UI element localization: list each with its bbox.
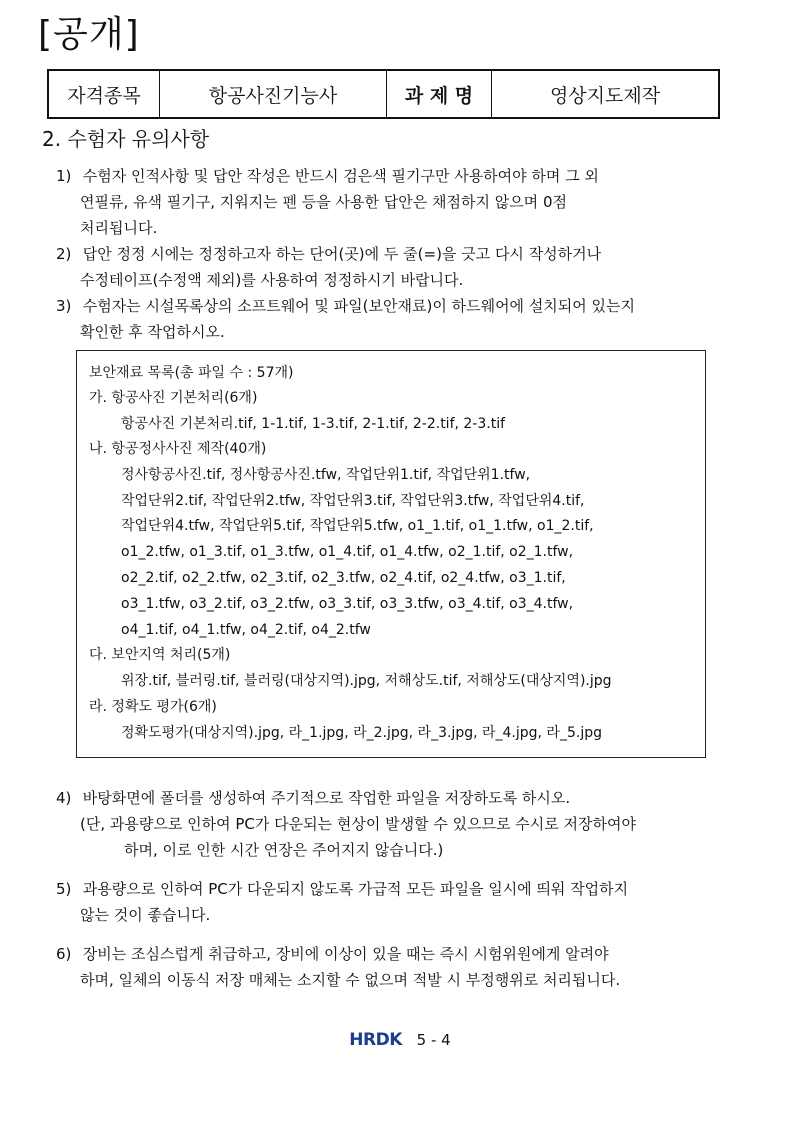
info-table <box>47 69 720 119</box>
item-number: 4) <box>56 789 72 807</box>
item-4-line-3: 하며, 이로 인한 시간 연장은 주어지지 않습니다.) <box>124 841 444 859</box>
item-text: 수험자 인적사항 및 답안 작성은 반드시 검은색 필기구만 사용하여야 하며 그 외 <box>82 167 599 185</box>
item-6-line-2: 하며, 일체의 이동식 저장 매체는 소지할 수 없으며 적발 시 부정행위로 처리됩니다. <box>80 971 621 989</box>
item-2-line-2: 수정테이프(수정액 제외)를 사용하여 정정하시기 바랍니다. <box>80 271 464 289</box>
page-label: [공개] <box>38 14 140 55</box>
info-value-qualification: 항공사진기능사 <box>160 70 387 118</box>
group-2-files-3: 작업단위4.tfw, 작업단위5.tif, 작업단위5.tfw, o1_1.tif, o1_1.tfw, o1_2.tif, <box>121 518 594 534</box>
page-number: 5 - 4 <box>416 1031 451 1049</box>
item-text: 답안 정정 시에는 정정하고자 하는 단어(곳)에 두 줄(=)을 긋고 다시 작성하거나 <box>82 245 602 263</box>
info-value-task: 영상지도제작 <box>492 70 720 118</box>
box-title: 보안재료 목록(총 파일 수 : 57개) <box>89 365 294 381</box>
group-2-files-6: o3_1.tfw, o3_2.tif, o3_2.tfw, o3_3.tif, o3_3.tfw, o3_4.tif, o3_4.tfw, <box>121 596 574 612</box>
hrdk-logo: HRDK <box>349 1030 402 1050</box>
item-3-line-2: 확인한 후 작업하시오. <box>80 323 225 341</box>
item-text: 바탕화면에 폴더를 생성하여 주기적으로 작업한 파일을 저장하도록 하시오. <box>82 789 571 807</box>
item-1-line-1 <box>56 163 599 189</box>
item-number: 6) <box>56 945 72 963</box>
item-number: 3) <box>56 297 72 315</box>
item-5-line-1 <box>56 876 628 902</box>
item-5-line-2: 않는 것이 좋습니다. <box>80 906 211 924</box>
item-number: 1) <box>56 167 72 185</box>
group-2-files-2: 작업단위2.tif, 작업단위2.tfw, 작업단위3.tif, 작업단위3.tfw, 작업단위4.tif, <box>121 493 585 509</box>
group-1-files: 항공사진 기본처리.tif, 1-1.tif, 1-3.tif, 2-1.tif, 2-2.tif, 2-3.tif <box>121 416 506 432</box>
item-text: 수험자는 시설목록상의 소프트웨어 및 파일(보안재료)이 하드웨어에 설치되어 있는지 <box>82 297 636 315</box>
item-2-line-1 <box>56 241 601 267</box>
group-2-files-5: o2_2.tif, o2_2.tfw, o2_3.tif, o2_3.tfw, o2_4.tif, o2_4.tfw, o3_1.tif, <box>121 570 566 586</box>
page-footer <box>0 1030 800 1050</box>
item-text: 과용량으로 인하여 PC가 다운되지 않도록 가급적 모든 파일을 일시에 띄워 작업하지 <box>82 880 629 898</box>
info-label-task: 과 제 명 <box>387 70 492 118</box>
item-text: 장비는 조심스럽게 취급하고, 장비에 이상이 있을 때는 즉시 시험위원에게 알려야 <box>82 945 609 963</box>
item-number: 5) <box>56 880 72 898</box>
group-3-files: 위장.tif, 블러링.tif, 블러링(대상지역).jpg, 저해상도.tif, 저해상도(대상지역).jpg <box>121 673 612 689</box>
item-1-line-3: 처리됩니다. <box>80 219 158 237</box>
group-2-heading: 나. 항공정사사진 제작(40개) <box>89 441 267 457</box>
item-number: 2) <box>56 245 72 263</box>
info-label-qualification: 자격종목 <box>48 70 160 118</box>
group-1-heading: 가. 항공사진 기본처리(6개) <box>89 390 258 406</box>
item-3-line-1 <box>56 293 635 319</box>
group-2-files-1: 정사항공사진.tif, 정사항공사진.tfw, 작업단위1.tif, 작업단위1.tfw, <box>121 467 531 483</box>
group-4-heading: 라. 정확도 평가(6개) <box>89 699 217 715</box>
group-4-files: 정확도평가(대상지역).jpg, 라_1.jpg, 라_2.jpg, 라_3.jpg, 라_4.jpg, 라_5.jpg <box>121 725 602 741</box>
group-3-heading: 다. 보안지역 처리(5개) <box>89 647 231 663</box>
group-2-files-4: o1_2.tfw, o1_3.tif, o1_3.tfw, o1_4.tif, o1_4.tfw, o2_1.tif, o2_1.tfw, <box>121 544 574 560</box>
item-1-line-2: 연필류, 유색 필기구, 지워지는 펜 등을 사용한 답안은 채점하지 않으며 0점 <box>80 193 567 211</box>
item-6-line-1 <box>56 941 609 967</box>
item-4-line-1 <box>56 785 570 811</box>
section-title: 2. 수험자 유의사항 <box>42 127 210 151</box>
security-materials-box <box>76 350 706 758</box>
item-4-line-2: (단, 과용량으로 인하여 PC가 다운되는 현상이 발생할 수 있으므로 수시로 저장하여야 <box>80 815 636 833</box>
group-2-files-7: o4_1.tif, o4_1.tfw, o4_2.tif, o4_2.tfw <box>121 622 371 638</box>
